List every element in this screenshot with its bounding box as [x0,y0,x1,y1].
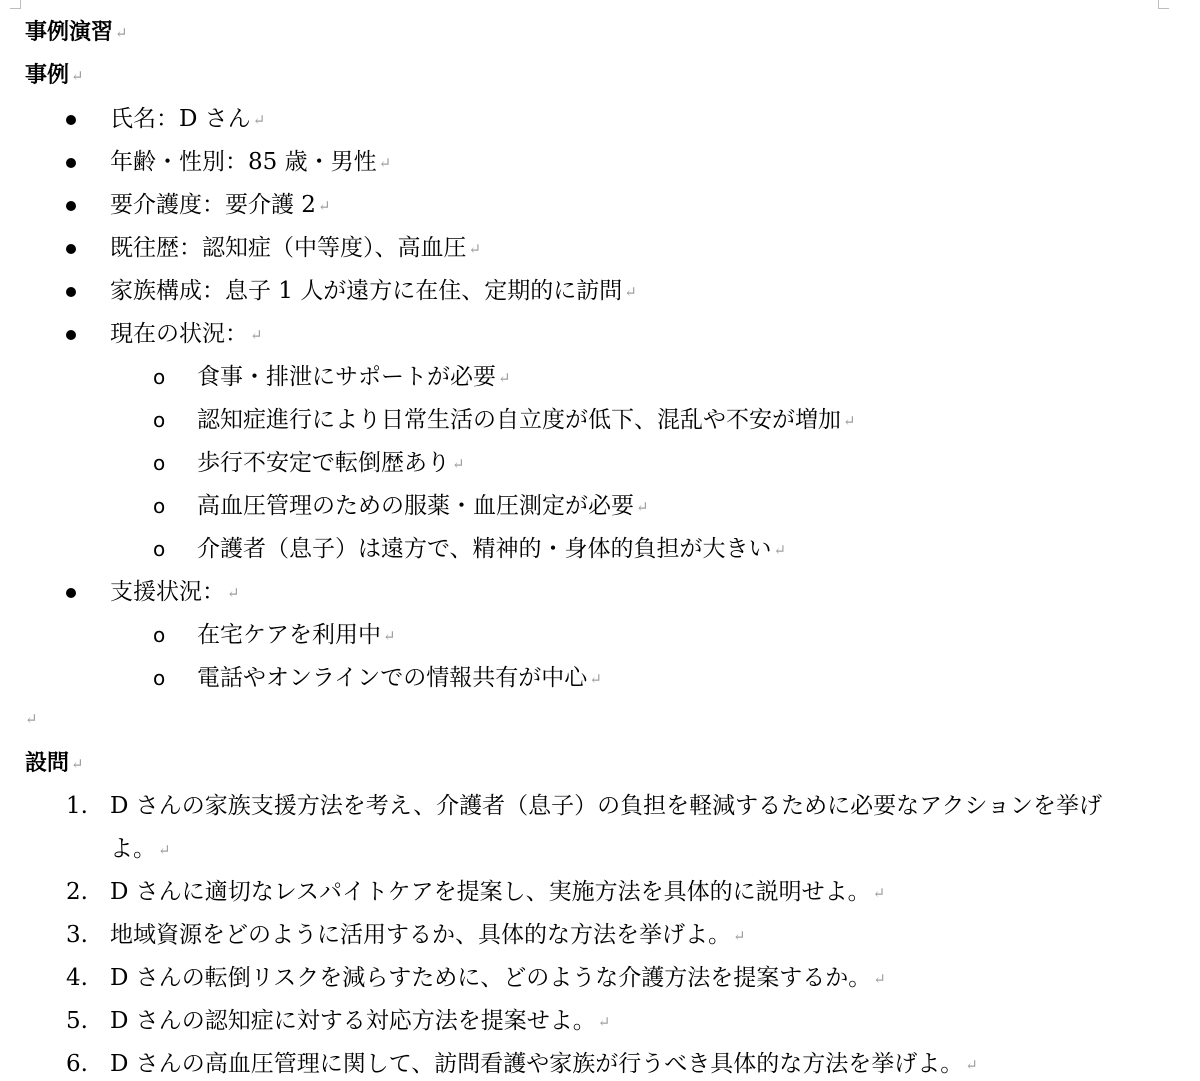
list-item: 年齢・性別：85 歳・男性 ↵ [0,147,1200,177]
page-corner-mark-left [10,0,21,9]
question-item: 1. D さんの家族支援方法を考え、介護者（息子）の負担を軽減するために必要なアクションを挙げ [66,793,1102,819]
question-item-continuation: よ。 ↵ [110,836,171,862]
list-item: 氏名：D さん ↵ [0,104,1200,134]
sub-list-item: o 介護者（息子）は遠方で、精神的・身体的負担が大きい ↵ [153,536,787,562]
sub-list-item: o 電話やオンラインでの情報共有が中心 ↵ [153,665,602,691]
list-item: 家族構成：息子 1 人が遠方に在住、定期的に訪問 ↵ [0,276,1200,306]
bullet-icon [66,244,76,254]
questions-heading: 設問 ↵ [25,750,84,776]
question-item: 6. D さんの高血圧管理に関して、訪問看護や家族が行うべき具体的な方法を挙げよ。 ↵ [66,1051,978,1077]
question-number: 2. [66,879,88,905]
circle-bullet-icon: o [153,623,166,647]
question-number: 1. [66,793,88,819]
question-number: 5. [66,1008,88,1034]
case-heading: 事例 ↵ [25,62,84,88]
circle-bullet-icon: o [153,365,166,389]
list-item: 現在の状況： ↵ [0,319,1200,349]
circle-bullet-icon: o [153,537,166,561]
question-item: 4. D さんの転倒リスクを減らすために、どのような介護方法を提案するか。 ↵ [66,965,886,991]
circle-bullet-icon: o [153,666,166,690]
bullet-icon [66,287,76,297]
question-item: 3. 地域資源をどのように活用するか、具体的な方法を挙げよ。 ↵ [66,922,746,948]
sub-list-item: o 歩行不安定で転倒歴あり ↵ [153,450,465,476]
document-title: 事例演習 ↵ [25,19,128,45]
page-corner-mark-right [1158,0,1169,9]
sub-list-item: o 認知症進行により日常生活の自立度が低下、混乱や不安が増加 ↵ [153,407,856,433]
question-number: 4. [66,965,88,991]
circle-bullet-icon: o [153,408,166,432]
question-item: 2. D さんに適切なレスパイトケアを提案し、実施方法を具体的に説明せよ。 ↵ [66,879,886,905]
question-number: 6. [66,1051,88,1077]
bullet-icon [66,158,76,168]
bullet-icon [66,201,76,211]
question-item: 5. D さんの認知症に対する対応方法を提案せよ。 ↵ [66,1008,611,1034]
bullet-icon [66,330,76,340]
question-number: 3. [66,922,88,948]
sub-list-item: o 在宅ケアを利用中 ↵ [153,622,396,648]
circle-bullet-icon: o [153,494,166,518]
circle-bullet-icon: o [153,451,166,475]
list-item: 支援状況： ↵ [0,577,1200,607]
list-item: 要介護度：要介護 2 ↵ [0,190,1200,220]
bullet-icon [66,115,76,125]
bullet-icon [66,588,76,598]
sub-list-item: o 食事・排泄にサポートが必要 ↵ [153,364,511,390]
sub-list-item: o 高血圧管理のための服薬・血圧測定が必要 ↵ [153,493,649,519]
empty-paragraph-mark: ↵ [25,710,38,728]
list-item: 既往歴：認知症（中等度）、高血圧 ↵ [0,233,1200,263]
